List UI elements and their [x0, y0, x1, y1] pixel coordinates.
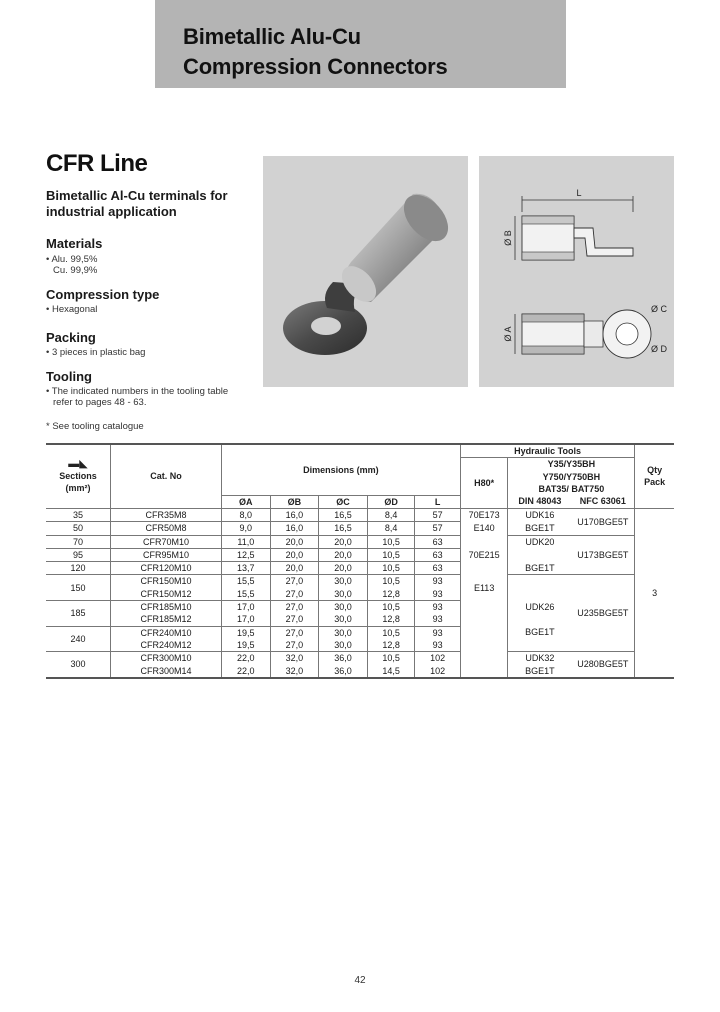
- table-cell: BGE1T: [508, 562, 571, 575]
- table-cell: 70E173: [460, 508, 508, 521]
- table-cell: CFR150M12: [110, 588, 221, 601]
- table-cell: 102: [415, 665, 460, 678]
- table-cell: 30,0: [319, 626, 368, 639]
- table-cell: UDK32: [508, 652, 571, 665]
- table-cell: 22,0: [221, 665, 270, 678]
- table-cell: [460, 562, 508, 575]
- table-cell: [460, 652, 508, 678]
- table-cell: E140: [460, 522, 508, 535]
- compression-heading: Compression type: [46, 287, 160, 302]
- table-cell: CFR70M10: [110, 535, 221, 548]
- tooling-line-2: refer to pages 48 - 63.: [53, 397, 147, 408]
- table-cell: CFR300M10: [110, 652, 221, 665]
- table-cell: 20,0: [270, 535, 319, 548]
- header-title-line-1: Bimetallic Alu-Cu: [183, 24, 361, 49]
- tooling-heading: Tooling: [46, 369, 92, 384]
- table-cell: 8,4: [367, 522, 415, 535]
- table-cell: 12,5: [221, 548, 270, 561]
- table-cell: 9,0: [221, 522, 270, 535]
- table-cell: 63: [415, 548, 460, 561]
- table-cell: 30,0: [319, 575, 368, 588]
- table-cell: 63: [415, 562, 460, 575]
- table-cell: 150: [46, 575, 110, 601]
- lug-illustration: [263, 156, 468, 387]
- table-cell: 10,5: [367, 601, 415, 614]
- table-cell: CFR95M10: [110, 548, 221, 561]
- packing-heading: Packing: [46, 330, 96, 345]
- sections-header: ▬◣ Sections (mm²): [46, 444, 110, 508]
- table-row: [46, 575, 674, 588]
- col-b-header: ØB: [270, 495, 319, 508]
- tooling-note: * See tooling catalogue: [46, 421, 144, 432]
- page-subtitle: Bimetallic Al-Cu terminals for industrial application: [46, 188, 228, 219]
- table-cell: 10,5: [367, 535, 415, 548]
- label-a: Ø A: [503, 326, 513, 342]
- nfc-header: NFC 63061: [571, 495, 634, 508]
- din-header: DIN 48043: [508, 495, 571, 508]
- header-band: [155, 0, 566, 88]
- table-cell: 16,0: [270, 508, 319, 521]
- col-a-header: ØA: [221, 495, 270, 508]
- materials-line-1: • Alu. 99,5%: [46, 254, 98, 265]
- table-cell: 12,8: [367, 588, 415, 601]
- table-cell: 120: [46, 562, 110, 575]
- table-cell: U280BGE5T: [571, 652, 634, 678]
- table-cell: 93: [415, 613, 460, 626]
- table-cell: 93: [415, 575, 460, 588]
- table-cell: 10,5: [367, 626, 415, 639]
- col-d-header: ØD: [367, 495, 415, 508]
- table-cell: 30,0: [319, 613, 368, 626]
- table-cell: 8,4: [367, 508, 415, 521]
- table-cell: [508, 613, 571, 626]
- table-cell: 27,0: [270, 613, 319, 626]
- table-cell: [460, 613, 508, 626]
- table-cell: [460, 639, 508, 652]
- table-cell: [508, 575, 571, 588]
- table-cell: 10,5: [367, 548, 415, 561]
- table-cell: 27,0: [270, 639, 319, 652]
- spec-table: [46, 443, 674, 679]
- h80-header: H80*: [460, 458, 508, 509]
- table-cell: 17,0: [221, 613, 270, 626]
- table-cell: 102: [415, 652, 460, 665]
- materials-line-2: Cu. 99,9%: [53, 265, 98, 276]
- table-cell: 30,0: [319, 601, 368, 614]
- table-cell: [460, 601, 508, 614]
- table-cell: CFR300M14: [110, 665, 221, 678]
- label-l: L: [576, 188, 582, 198]
- table-cell: 20,0: [319, 562, 368, 575]
- table-cell: UDK16: [508, 508, 571, 521]
- dimensions-header: Dimensions (mm): [221, 444, 460, 495]
- table-cell: UDK26: [508, 601, 571, 614]
- table-cell: 93: [415, 601, 460, 614]
- table-cell: UDK20: [508, 535, 571, 548]
- table-cell: [508, 548, 571, 561]
- table-cell: BGE1T: [508, 522, 571, 535]
- label-b: Ø B: [503, 230, 513, 246]
- product-photo: [263, 156, 468, 387]
- table-cell: 32,0: [270, 652, 319, 665]
- qty-value: 3: [635, 508, 674, 677]
- tooling-line-1: • The indicated numbers in the tooling table: [46, 386, 229, 397]
- table-cell: 95: [46, 548, 110, 561]
- compression-line-1: • Hexagonal: [46, 304, 98, 315]
- table-cell: CFR185M10: [110, 601, 221, 614]
- table-cell: 20,0: [270, 562, 319, 575]
- table-cell: 13,7: [221, 562, 270, 575]
- crimp-icon: ▬◣: [68, 458, 88, 471]
- table-cell: 20,0: [270, 548, 319, 561]
- table-row: [46, 508, 674, 521]
- table-cell: BGE1T: [508, 665, 571, 678]
- table-cell: BGE1T: [508, 626, 571, 639]
- qty-pack-header: Qty Pack: [635, 444, 674, 508]
- table-cell: CFR240M10: [110, 626, 221, 639]
- packing-line-1: • 3 pieces in plastic bag: [46, 347, 146, 358]
- table-cell: 93: [415, 626, 460, 639]
- table-cell: U235BGE5T: [571, 575, 634, 652]
- table-cell: 57: [415, 522, 460, 535]
- table-cell: 20,0: [319, 535, 368, 548]
- technical-drawing: [479, 156, 674, 387]
- table-row: [46, 535, 674, 548]
- table-cell: 57: [415, 508, 460, 521]
- table-cell: 17,0: [221, 601, 270, 614]
- table-cell: 30,0: [319, 588, 368, 601]
- table-cell: 50: [46, 522, 110, 535]
- table-cell: 15,5: [221, 588, 270, 601]
- table-cell: CFR35M8: [110, 508, 221, 521]
- table-cell: 10,5: [367, 562, 415, 575]
- table-cell: 63: [415, 535, 460, 548]
- table-cell: 22,0: [221, 652, 270, 665]
- table-cell: 10,5: [367, 652, 415, 665]
- table-cell: 16,5: [319, 508, 368, 521]
- table-cell: 10,5: [367, 575, 415, 588]
- table-cell: 32,0: [270, 665, 319, 678]
- table-cell: 27,0: [270, 575, 319, 588]
- tool-models-header: Y35/Y35BH Y750/Y750BH BAT35/ BAT750: [508, 458, 635, 495]
- table-cell: E113: [460, 575, 508, 601]
- table-cell: 300: [46, 652, 110, 678]
- table-cell: 36,0: [319, 652, 368, 665]
- table-cell: 35: [46, 508, 110, 521]
- table-cell: 16,5: [319, 522, 368, 535]
- table-cell: 20,0: [319, 548, 368, 561]
- label-d: Ø D: [651, 344, 668, 354]
- table-cell: 14,5: [367, 665, 415, 678]
- table-cell: [460, 535, 508, 548]
- table-cell: 30,0: [319, 639, 368, 652]
- table-cell: U173BGE5T: [571, 535, 634, 575]
- cat-no-header: Cat. No: [110, 444, 221, 508]
- label-c: Ø C: [651, 304, 668, 314]
- table-cell: 70: [46, 535, 110, 548]
- page-title: CFR Line: [46, 150, 148, 177]
- table-cell: CFR120M10: [110, 562, 221, 575]
- table-cell: 15,5: [221, 575, 270, 588]
- table-cell: 185: [46, 601, 110, 627]
- table-cell: 27,0: [270, 601, 319, 614]
- table-cell: CFR240M12: [110, 639, 221, 652]
- page-number: 42: [354, 975, 366, 986]
- table-cell: 12,8: [367, 613, 415, 626]
- header-title-line-2: Compression Connectors: [183, 54, 448, 79]
- table-cell: 93: [415, 588, 460, 601]
- table-cell: 27,0: [270, 626, 319, 639]
- table-cell: CFR150M10: [110, 575, 221, 588]
- col-l-header: L: [415, 495, 460, 508]
- table-cell: 8,0: [221, 508, 270, 521]
- table-cell: [460, 626, 508, 639]
- hydraulic-tools-header: Hydraulic Tools: [460, 444, 634, 458]
- col-c-header: ØC: [319, 495, 368, 508]
- table-cell: 27,0: [270, 588, 319, 601]
- table-cell: 70E215: [460, 548, 508, 561]
- table-cell: 19,5: [221, 626, 270, 639]
- table-cell: 11,0: [221, 535, 270, 548]
- table-cell: 12,8: [367, 639, 415, 652]
- table-cell: [508, 588, 571, 601]
- table-cell: 19,5: [221, 639, 270, 652]
- table-cell: 240: [46, 626, 110, 652]
- table-cell: 36,0: [319, 665, 368, 678]
- table-cell: 16,0: [270, 522, 319, 535]
- table-cell: CFR185M12: [110, 613, 221, 626]
- table-cell: CFR50M8: [110, 522, 221, 535]
- dimension-drawing: [479, 156, 674, 387]
- table-cell: 93: [415, 639, 460, 652]
- materials-heading: Materials: [46, 236, 103, 251]
- table-cell: [508, 639, 571, 652]
- table-row: [46, 652, 674, 665]
- table-cell: U170BGE5T: [571, 508, 634, 535]
